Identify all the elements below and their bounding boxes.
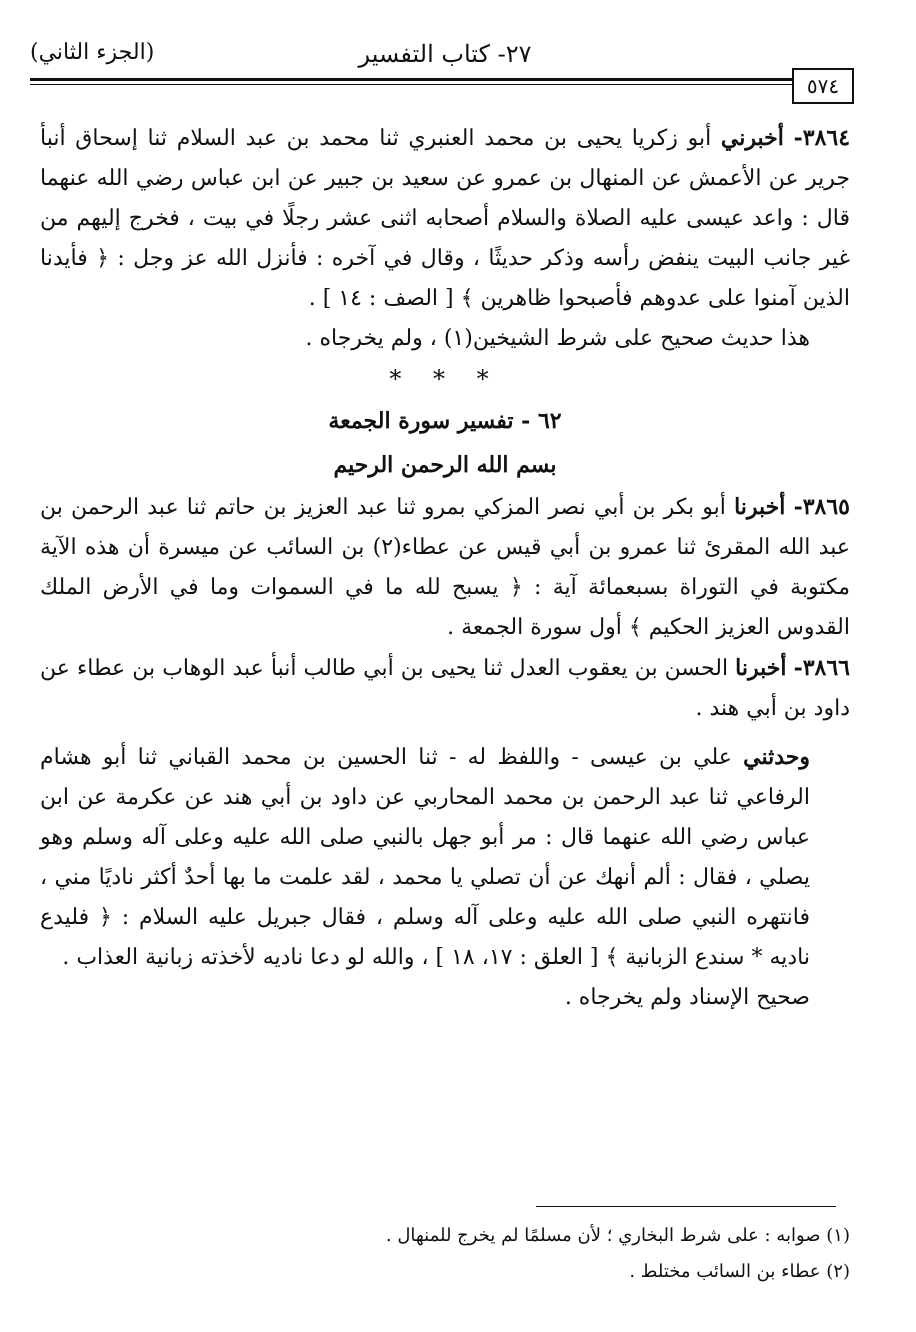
hadith-lead-word: أخبرنا — [735, 655, 787, 681]
hadith-3864 — [40, 118, 850, 319]
header-rule-thick — [30, 78, 792, 81]
main-text — [40, 118, 850, 1018]
hadith-lead-word: أخبرنا — [734, 494, 786, 520]
footnotes — [60, 1218, 850, 1290]
hadith-3865 — [40, 487, 850, 648]
hadith-3866-second-chain — [40, 737, 850, 978]
footnote-1: (١) صوابه : على شرط البخاري ؛ لأن مسلمًا لم يخرج للمنهال . — [385, 1225, 850, 1246]
grading-3866: صحيح الإسناد ولم يخرجاه . — [564, 985, 810, 1010]
basmala: بسم الله الرحمن الرحيم — [333, 452, 557, 478]
hadith-text: أبو بكر بن أبي نصر المزكي بمرو ثنا عبد العزيز بن حاتم ثنا عبد الرحمن بن عبد الله المقرئ ثنا عمرو بن أبي قيس عن عطاء(٢) بن السائب عن ميسرة أن هذه الآية مكتوبة في التوراة بسبعمائة آية : ﴿ يسبح لله ما في السموات وما في الأرض الملك القدوس العزيز الحكيم ﴾ أول سورة الجمعة . — [40, 495, 850, 640]
hadith-number: ٣٨٦٥- — [793, 494, 850, 520]
header-rule-thin — [30, 84, 792, 85]
volume-label: (الجزء الثاني) — [30, 40, 155, 65]
surah-title: ٦٢ - تفسير سورة الجمعة — [328, 408, 562, 434]
page-number: ٥٧٤ — [792, 68, 854, 104]
hadith-number: ٣٨٦٦- — [793, 655, 850, 681]
hadith-lead-word: وحدثني — [743, 744, 810, 770]
hadith-text: الحسن بن يعقوب العدل ثنا يحيى بن أبي طالب أنبأ عبد الوهاب بن عطاء عن داود بن أبي هند . — [40, 656, 850, 721]
chapter-title: ٢٧- كتاب التفسير — [358, 40, 532, 68]
page-header — [30, 38, 860, 74]
hadith-text: أبو زكريا يحيى بن محمد العنبري ثنا محمد بن عبد السلام ثنا إسحاق أنبأ جرير عن الأعمش عن المنهال بن عمرو عن سعيد بن جبير عن ابن عباس رضي الله عنهما قال : واعد عيسى عليه الصلاة والسلام أصحابه اثنى عشر رجلًا في بيت ، فخرج إليهم من غير جانب البيت ينفض رأسه وذكر حديثًا ، وقال في آخره : فأنزل الله عز وجل : ﴿ فأيدنا الذين آمنوا على عدوهم فأصبحوا ظاهرين ﴾ [ الصف : ١٤ ] . — [40, 126, 850, 311]
footnote-rule — [536, 1206, 836, 1207]
grading-3864: هذا حديث صحيح على شرط الشيخين(١) ، ولم يخرجاه . — [305, 326, 810, 351]
section-stars: * * * — [389, 365, 501, 393]
hadith-lead-word: أخبرني — [720, 125, 784, 151]
hadith-number: ٣٨٦٤- — [793, 125, 851, 151]
footnote-2: (٢) عطاء بن السائب مختلط . — [629, 1261, 850, 1282]
hadith-text: علي بن عيسى - واللفظ له - ثنا الحسين بن محمد القباني ثنا أبو هشام الرفاعي ثنا عبد الرحمن بن محمد المحاربي عن داود بن أبي هند عن عكرمة عن ابن عباس رضي الله عنهما قال : مر أبو جهل بالنبي صلى الله عليه وعلى آله وسلم وهو يصلي ، فقال : ألم أنهك عن أن تصلي يا محمد ، لقد علمت ما بها أحدٌ أكثر ناديًا مني ، فانتهره النبي صلى الله عليه وعلى آله وسلم ، فقال جبريل عليه السلام : ﴿ فليدع ناديه * سندع الزبانية ﴾ [ العلق : ١٧، ١٨ ] ، والله لو دعا ناديه لأخذته زبانية العذاب . — [40, 745, 810, 970]
hadith-3866 — [40, 648, 850, 729]
